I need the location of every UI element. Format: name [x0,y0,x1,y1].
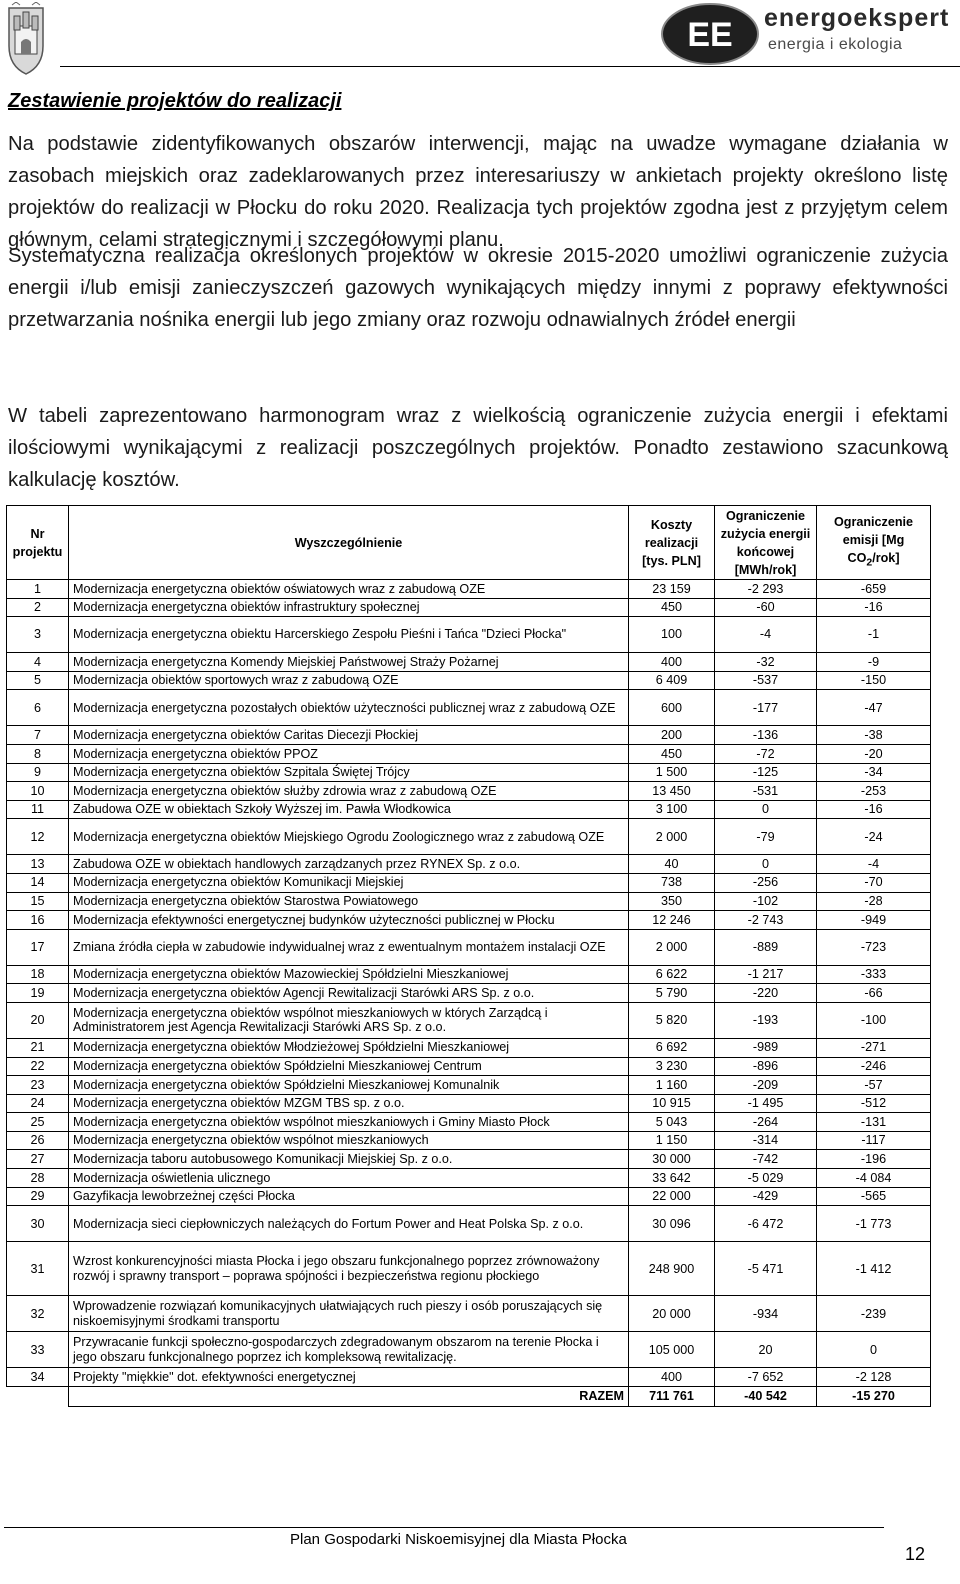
cell-energy: -6 472 [715,1206,817,1242]
cell-emission: -24 [817,819,931,855]
cell-desc: Modernizacja energetyczna obiektów Młodzieżowej Spółdzielni Mieszkaniowej [69,1038,629,1057]
header-cost: Koszty realizacji [tys. PLN] [629,506,715,580]
cell-cost: 20 000 [629,1296,715,1332]
cell-desc: Modernizacja energetyczna obiektów MZGM TBS sp. z o.o. [69,1094,629,1113]
cell-cost: 738 [629,873,715,892]
cell-emission: -28 [817,892,931,911]
cell-nr: 2 [7,598,69,617]
header-nr: Nr projektu [7,506,69,580]
cell-energy: -177 [715,690,817,726]
cell-cost: 2 000 [629,929,715,965]
header-divider [60,66,960,67]
table-row [7,1242,931,1296]
cell-emission: -57 [817,1076,931,1095]
cell-emission: -4 084 [817,1169,931,1188]
cell-cost: 100 [629,617,715,653]
cell-energy: 0 [715,855,817,874]
cell-energy: -2 743 [715,911,817,930]
cell-emission: -131 [817,1113,931,1132]
cell-cost: 200 [629,726,715,745]
cell-emission: -150 [817,671,931,690]
table-row [7,892,931,911]
cell-desc: Modernizacja energetyczna obiektów Spółdzielni Mieszkaniowej Komunalnik [69,1076,629,1095]
cell-nr: 16 [7,911,69,930]
systematic-paragraph: Systematyczna realizacja określonych projektów w okresie 2015-2020 umożliwi ograniczenie zużycia energii i/lub emisji zanieczyszczeń gazowych wynikających między innymi z poprawy efektywności przetwarzania nośnika energii lub jego zmiany oraz rozwoju odnawialnych źródeł energii [8,245,948,331]
cell-energy: -989 [715,1038,817,1057]
cell-emission: -333 [817,965,931,984]
cell-desc: Modernizacja energetyczna obiektów Spółdzielni Mieszkaniowej Centrum [69,1057,629,1076]
page-number: 12 [905,1544,926,1564]
cell-energy: -60 [715,598,817,617]
cell-energy: -7 652 [715,1368,817,1387]
cell-desc: Modernizacja energetyczna obiektów PPOZ [69,744,629,763]
table-row [7,744,931,763]
cell-nr: 32 [7,1296,69,1332]
table-row [7,653,931,672]
table-row [7,1206,931,1242]
cell-nr: 30 [7,1206,69,1242]
cell-energy: -2 293 [715,580,817,599]
cell-cost: 400 [629,1368,715,1387]
cell-emission: -949 [817,911,931,930]
cell-cost: 6 622 [629,965,715,984]
cell-cost: 248 900 [629,1242,715,1296]
plock-coat-of-arms-icon [6,2,46,76]
cell-cost: 450 [629,598,715,617]
cell-energy: -136 [715,726,817,745]
cell-energy: -429 [715,1187,817,1206]
total-emission: -15 270 [817,1386,931,1406]
total-blank [7,1386,69,1406]
cell-emission: -16 [817,800,931,819]
cell-emission: -4 [817,855,931,874]
table-row [7,580,931,599]
table-row [7,855,931,874]
cell-cost: 1 500 [629,763,715,782]
cell-desc: Modernizacja energetyczna obiektów służby zdrowia wraz z zabudową OZE [69,782,629,801]
cell-cost: 400 [629,653,715,672]
cell-emission: -659 [817,580,931,599]
cell-desc: Przywracanie funkcji społeczno-gospodarczych zdegradowanym obszarom na terenie Płocka i jego obszaru funkcjonalnego poprzez ich kompleksową rewitalizację. [69,1332,629,1368]
cell-energy: -102 [715,892,817,911]
header-emission [817,506,931,580]
cell-emission: -2 128 [817,1368,931,1387]
cell-cost: 30 000 [629,1150,715,1169]
cell-nr: 21 [7,1038,69,1057]
cell-cost: 2 000 [629,819,715,855]
cell-desc: Modernizacja energetyczna pozostałych obiektów użyteczności publicznej wraz z zabudową OZE [69,690,629,726]
cell-energy: -32 [715,653,817,672]
table-row [7,1296,931,1332]
total-row [7,1386,931,1406]
cell-energy: 20 [715,1332,817,1368]
cell-energy: -896 [715,1057,817,1076]
cell-emission: -16 [817,598,931,617]
cell-energy: -1 217 [715,965,817,984]
cell-desc: Modernizacja energetyczna obiektów oświatowych wraz z zabudową OZE [69,580,629,599]
cell-desc: Modernizacja energetyczna obiektów wspólnot mieszkaniowych [69,1131,629,1150]
table-row [7,1113,931,1132]
cell-nr: 28 [7,1169,69,1188]
cell-energy: -531 [715,782,817,801]
table-row [7,873,931,892]
cell-cost: 1 150 [629,1131,715,1150]
cell-nr: 7 [7,726,69,745]
cell-cost: 6 409 [629,671,715,690]
cell-emission: -9 [817,653,931,672]
cell-desc: Zabudowa OZE w obiektach Szkoły Wyższej im. Pawła Włodkowica [69,800,629,819]
cell-nr: 8 [7,744,69,763]
cell-cost: 5 820 [629,1002,715,1038]
cell-energy: -4 [715,617,817,653]
cell-emission: -20 [817,744,931,763]
total-label: RAZEM [69,1386,629,1406]
cell-nr: 25 [7,1113,69,1132]
cell-nr: 31 [7,1242,69,1296]
table-row [7,1002,931,1038]
cell-desc: Modernizacja energetyczna obiektów Szpitala Świętej Trójcy [69,763,629,782]
section-title: Zestawienie projektów do realizacji [8,90,342,112]
cell-emission: -239 [817,1296,931,1332]
cell-nr: 1 [7,580,69,599]
cell-desc: Gazyfikacja lewobrzeżnej części Płocka [69,1187,629,1206]
cell-energy: -125 [715,763,817,782]
cell-energy: -934 [715,1296,817,1332]
cell-nr: 5 [7,671,69,690]
ee-logo-icon [660,2,760,66]
table-row [7,1150,931,1169]
table-row [7,1076,931,1095]
cell-emission: -38 [817,726,931,745]
cell-cost: 600 [629,690,715,726]
cell-nr: 10 [7,782,69,801]
cell-emission: -1 412 [817,1242,931,1296]
cell-cost: 105 000 [629,1332,715,1368]
cell-desc: Modernizacja efektywności energetycznej budynków użyteczności publicznej w Płocku [69,911,629,930]
cell-cost: 350 [629,892,715,911]
cell-desc: Wzrost konkurencyjności miasta Płocka i jego obszaru funkcjonalnego poprzez zrównoważony rozwój i sprawny transport – poprawa spójności i bezpieczeństwa regionu płockiego [69,1242,629,1296]
cell-energy: -79 [715,819,817,855]
cell-nr: 34 [7,1368,69,1387]
cell-desc: Modernizacja energetyczna obiektu Harcerskiego Zespołu Pieśni i Tańca "Dzieci Płocka" [69,617,629,653]
cell-cost: 3 100 [629,800,715,819]
cell-energy: -5 029 [715,1169,817,1188]
cell-nr: 12 [7,819,69,855]
table-row [7,911,931,930]
table-row [7,1169,931,1188]
cell-nr: 26 [7,1131,69,1150]
cell-emission: 0 [817,1332,931,1368]
cell-cost: 23 159 [629,580,715,599]
intro-paragraph: Na podstawie zidentyfikowanych obszarów interwencji, mając na uwadze wymagane działania w zasobach miejskich oraz zadeklarowanych przez interesariuszy w ankietach projekty określono listę projektów do realizacji w Płocku do roku 2020. Realizacja tych projektów zgodna jest z przyjętym celem głównym, celami strategicznymi i szczegółowymi planu. [8,133,948,251]
footer-divider [4,1527,884,1528]
cell-desc: Modernizacja energetyczna obiektów Agencji Rewitalizacji Starówki ARS Sp. z o.o. [69,984,629,1003]
table-row [7,1057,931,1076]
cell-desc: Modernizacja energetyczna obiektów Caritas Diecezji Płockiej [69,726,629,745]
cell-energy: -5 471 [715,1242,817,1296]
cell-emission: -47 [817,690,931,726]
energoekspert-logo [660,2,960,66]
cell-desc: Modernizacja energetyczna obiektów Starostwa Powiatowego [69,892,629,911]
cell-cost: 12 246 [629,911,715,930]
projects-table [6,505,931,1407]
logo-tagline: energia i ekologia [768,36,903,53]
cell-nr: 20 [7,1002,69,1038]
cell-nr: 6 [7,690,69,726]
cell-nr: 24 [7,1094,69,1113]
table-row [7,1094,931,1113]
cell-emission: -66 [817,984,931,1003]
cell-cost: 5 790 [629,984,715,1003]
cell-nr: 13 [7,855,69,874]
cell-cost: 13 450 [629,782,715,801]
table-row [7,763,931,782]
table-row [7,1368,931,1387]
header-emission-unit: /rok] [872,551,900,566]
cell-cost: 30 096 [629,1206,715,1242]
table-row [7,782,931,801]
cell-energy: -209 [715,1076,817,1095]
table-row [7,800,931,819]
cell-emission: -196 [817,1150,931,1169]
cell-desc: Zmiana źródła ciepła w zabudowie indywidualnej wraz z ewentualnym montażem instalacji OZE [69,929,629,965]
cell-nr: 18 [7,965,69,984]
cell-emission: -34 [817,763,931,782]
cell-desc: Modernizacja energetyczna Komendy Miejskiej Państwowej Straży Pożarnej [69,653,629,672]
cell-nr: 17 [7,929,69,965]
cell-energy: -537 [715,671,817,690]
cell-cost: 10 915 [629,1094,715,1113]
header-emission-main: Ograniczenie emisji [Mg CO [833,515,914,566]
cell-energy: -889 [715,929,817,965]
cell-desc: Zabudowa OZE w obiektach handlowych zarządzanych przez RYNEX Sp. z o.o. [69,855,629,874]
cell-nr: 4 [7,653,69,672]
cell-nr: 15 [7,892,69,911]
cell-nr: 23 [7,1076,69,1095]
cell-energy: -193 [715,1002,817,1038]
cell-emission: -1 773 [817,1206,931,1242]
cell-nr: 29 [7,1187,69,1206]
cell-emission: -723 [817,929,931,965]
cell-nr: 19 [7,984,69,1003]
cell-desc: Modernizacja energetyczna obiektów wspólnot mieszkaniowych w których Zarządcą i Administratorem jest Agencja Rewitalizacji Starówki ARS Sp. z o.o. [69,1002,629,1038]
svg-text:EE: EE [687,16,733,54]
table-row [7,929,931,965]
cell-cost: 5 043 [629,1113,715,1132]
cell-desc: Projekty "miękkie" dot. efektywności energetycznej [69,1368,629,1387]
footer-text: Plan Gospodarki Niskoemisyjnej dla Miasta Płocka [290,1531,627,1548]
header-energy: Ograniczenie zużycia energii końcowej [MWh/rok] [715,506,817,580]
cell-energy: -742 [715,1150,817,1169]
cell-cost: 22 000 [629,1187,715,1206]
cell-emission: -565 [817,1187,931,1206]
cell-energy: -72 [715,744,817,763]
cell-cost: 33 642 [629,1169,715,1188]
cell-cost: 40 [629,855,715,874]
cell-cost: 6 692 [629,1038,715,1057]
cell-energy: 0 [715,800,817,819]
cell-nr: 11 [7,800,69,819]
cell-desc: Modernizacja oświetlenia ulicznego [69,1169,629,1188]
logo-name: energoekspert [764,4,950,32]
table-row [7,671,931,690]
total-cost: 711 761 [629,1386,715,1406]
table-header-row [7,506,931,580]
cell-emission: -100 [817,1002,931,1038]
header-desc: Wyszczególnienie [69,506,629,580]
cell-energy: -314 [715,1131,817,1150]
table-row [7,726,931,745]
cell-emission: -117 [817,1131,931,1150]
cell-nr: 27 [7,1150,69,1169]
cell-emission: -512 [817,1094,931,1113]
cell-emission: -70 [817,873,931,892]
cell-desc: Wprowadzenie rozwiązań komunikacyjnych ułatwiających ruch pieszy i osób poruszających się niskoemisyjnymi środkami transportu [69,1296,629,1332]
cell-energy: -220 [715,984,817,1003]
table-row [7,984,931,1003]
cell-desc: Modernizacja energetyczna obiektów Mazowieckiej Spółdzielni Mieszkaniowej [69,965,629,984]
header-emission-sub: 2 [866,556,873,569]
table-row [7,965,931,984]
cell-desc: Modernizacja energetyczna obiektów Miejskiego Ogrodu Zoologicznego wraz z zabudową OZE [69,819,629,855]
cell-desc: Modernizacja taboru autobusowego Komunikacji Miejskiej Sp. z o.o. [69,1150,629,1169]
table-row [7,1038,931,1057]
total-energy: -40 542 [715,1386,817,1406]
cell-nr: 14 [7,873,69,892]
table-description-paragraph: W tabeli zaprezentowano harmonogram wraz z wielkością ograniczenie zużycia energii i efektami ilościowymi wynikającymi z realizacji poszczególnych projektów. Ponadto zestawiono szacunkową kalkulację kosztów. [8,405,948,491]
cell-emission: -1 [817,617,931,653]
cell-emission: -271 [817,1038,931,1057]
table-row [7,819,931,855]
table-row [7,1187,931,1206]
cell-nr: 33 [7,1332,69,1368]
cell-desc: Modernizacja energetyczna obiektów infrastruktury społecznej [69,598,629,617]
cell-emission: -253 [817,782,931,801]
cell-nr: 3 [7,617,69,653]
cell-cost: 1 160 [629,1076,715,1095]
table-row [7,617,931,653]
cell-energy: -256 [715,873,817,892]
cell-cost: 450 [629,744,715,763]
cell-desc: Modernizacja energetyczna obiektów Komunikacji Miejskiej [69,873,629,892]
cell-nr: 9 [7,763,69,782]
cell-energy: -264 [715,1113,817,1132]
table-row [7,598,931,617]
table-row [7,1131,931,1150]
cell-energy: -1 495 [715,1094,817,1113]
cell-emission: -246 [817,1057,931,1076]
cell-desc: Modernizacja obiektów sportowych wraz z zabudową OZE [69,671,629,690]
table-row [7,690,931,726]
cell-nr: 22 [7,1057,69,1076]
cell-desc: Modernizacja energetyczna obiektów wspólnot mieszkaniowych i Gminy Miasto Płock [69,1113,629,1132]
cell-cost: 3 230 [629,1057,715,1076]
cell-desc: Modernizacja sieci ciepłowniczych należących do Fortum Power and Heat Polska Sp. z o.o. [69,1206,629,1242]
page-header [0,0,960,80]
table-row [7,1332,931,1368]
